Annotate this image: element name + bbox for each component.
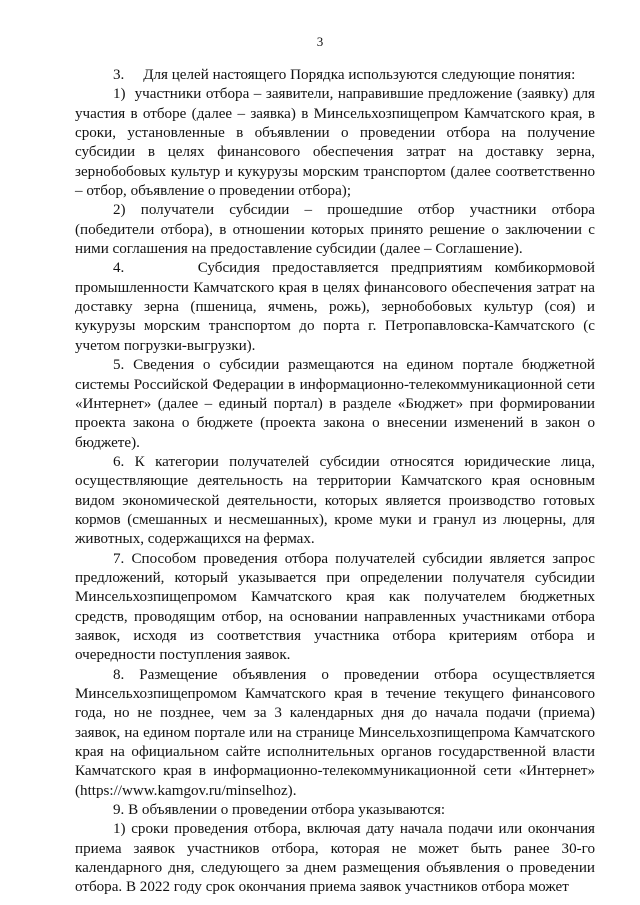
paragraph-6-recipient-category: 6. К категории получателей субсидии относятся юридические лица, осуществляющие деятельность на территории Камчатского края основным видом экономической деятельности, которых является производство готовых кормов (смешанных и несмешанных), кроме муки и гранул из люцерны, для животных, содержащихся на фермах. bbox=[75, 453, 595, 548]
paragraph-5-subsidy-info: 5. Сведения о субсидии размещаются на едином портале бюджетной системы Российской Федерации в информационно-телекоммуникационной сети «Интернет» (далее – единый портал) в разделе «Бюджет» при формировании проекта закона о бюджете (проекта закона о внесении изменений в закон о бюджете). bbox=[75, 357, 595, 451]
paragraph-8-announcement-placement: 8. Размещение объявления о проведении отбора осуществляется Минсельхозпищепромом Камчатского края в течение текущего финансового года, но не позднее, чем за 3 календарных дня до начала подачи (приема) заявок, на едином портале или на странице Минсельхозпищепрома Камчатского края на официальном сайте исполнительных органов государственной власти Камчатского края в информационно-телекоммуникационной сети «Интернет» (https://www.kamgov.ru/minselhoz). bbox=[75, 666, 595, 799]
paragraph-3-1-participants: 1) участники отбора – заявители, направившие предложение (заявку) для участия в отборе (далее – заявка) в Минсельхозпищепром Камчатского края, в сроки, установленные в объявлении о проведении отбора на получение субсидии в целях финансового обеспечения затрат на доставку зерна, зернобобовых культур и кукурузы морским транспортом (далее соответственно – отбор, объявление о проведении отбора); bbox=[75, 86, 595, 200]
paragraph-9-announcement-contents: 9. В объявлении о проведении отбора указываются: bbox=[113, 802, 446, 819]
page-number: 3 bbox=[316, 34, 324, 49]
document-body bbox=[75, 66, 595, 898]
paragraph-9-1-selection-terms: 1) сроки проведения отбора, включая дату начала подачи или окончания приема заявок участников отбора, которая не может быть ранее 30-го календарного дня, следующего за днем размещения объявления о проведении отбора. В 2022 году срок окончания приема заявок участников отбора может bbox=[75, 821, 595, 896]
paragraph-3-2-recipients: 2) получатели субсидии – прошедшие отбор участники отбора (победители отбора), в отношении которых принято решение о заключении с ними соглашения на предоставление субсидии (далее – Соглашение). bbox=[75, 202, 595, 258]
paragraph-3-definitions-intro: 3. Для целей настоящего Порядка используются следующие понятия: bbox=[113, 67, 576, 83]
paragraph-7-selection-method: 7. Способом проведения отбора получателей субсидии является запрос предложений, который указывается при определении получателя субсидии Минсельхозпищепромом Камчатского края как получателем бюджетных средств, проводящим отбор, на основании направленных участниками отбора заявок, исходя из соответствия участника отбора критериям отбора и очередности поступления заявок. bbox=[75, 550, 595, 664]
paragraph-4-subsidy-purpose: 4. Субсидия предоставляется предприятиям комбикормовой промышленности Камчатского края в целях финансового обеспечения затрат на доставку зерна (пшеница, ячмень, рожь), зернобобовых культур (соя) и кукурузы морским транспортом до порта г. Петропавловска-Камчатского (с учетом погрузки-выгрузки). bbox=[75, 260, 595, 354]
